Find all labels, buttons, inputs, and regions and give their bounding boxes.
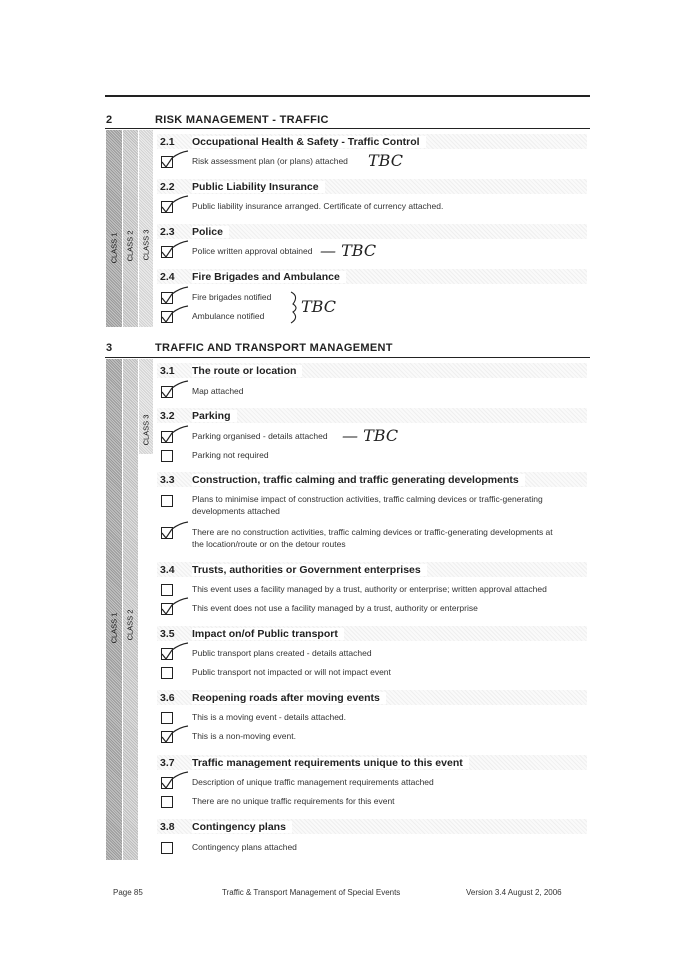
handwritten-note: TBC [368,151,403,170]
top-rule [105,95,590,97]
item-label-line2: the location/route or on the detour routes [192,539,346,549]
item-label: Fire brigades notified [192,292,272,302]
check-mark-icon [158,193,190,217]
item-label: Public transport not impacted or will not impact event [192,667,391,677]
checkbox[interactable] [161,796,173,808]
question-title: Trusts, authorities or Government enterprises [192,564,427,576]
class-3-bar [139,130,153,327]
item-label: Public transport plans created - details attached [192,648,372,658]
item-label: Public liability insurance arranged. Certificate of currency attached. [192,201,444,211]
question-title: Traffic management requirements unique to this event [192,757,469,769]
question-title: Contingency plans [192,821,292,833]
check-mark-icon [158,640,190,664]
item-label: This is a non-moving event. [192,731,296,741]
check-mark-icon [158,423,190,447]
question-number: 3.8 [160,821,175,833]
question-number: 3.2 [160,410,175,422]
check-mark-icon [158,769,190,793]
item-label-line2: developments attached [192,506,280,516]
class-2-label: CLASS 2 [125,230,135,262]
item-label: Risk assessment plan (or plans) attached [192,156,348,166]
question-number: 3.3 [160,474,175,486]
class-1-label: CLASS 1 [109,612,119,644]
section-rule [105,128,590,129]
checkbox[interactable] [161,667,173,679]
section-rule [105,357,590,358]
question-title: Construction, traffic calming and traffic generating developments [192,474,525,486]
item-label: Map attached [192,386,244,396]
item-label: Police written approval obtained [192,246,313,256]
item-label: Parking organised - details attached [192,431,328,441]
check-mark-icon [158,148,190,172]
question-number: 3.7 [160,757,175,769]
footer-version: Version 3.4 August 2, 2006 [466,888,562,897]
section-number: 2 [106,114,113,126]
checkbox[interactable] [161,842,173,854]
section-title: RISK MANAGEMENT - TRAFFIC [155,114,329,126]
check-mark-icon [158,238,190,262]
item-label: This event does not use a facility managed by a trust, authority or enterprise [192,603,478,613]
class-1-label: CLASS 1 [109,232,119,264]
item-label: Description of unique traffic management requirements attached [192,777,434,787]
question-title: Parking [192,410,237,422]
item-label: Plans to minimise impact of construction activities, traffic calming devices or traffic-generating [192,494,543,504]
item-label: Contingency plans attached [192,842,297,852]
question-number: 3.5 [160,628,175,640]
class-3-label: CLASS 3 [141,414,151,446]
question-number: 2.4 [160,271,175,283]
item-label: Parking not required [192,450,269,460]
class-3-label: CLASS 3 [141,229,151,261]
check-mark-icon [158,378,190,402]
footer-title: Traffic & Transport Management of Special Events [222,888,401,897]
question-number: 3.6 [160,692,175,704]
checkbox[interactable] [161,495,173,507]
question-number: 2.1 [160,136,175,148]
class-2-label: CLASS 2 [125,609,135,641]
question-title: Police [192,226,229,238]
question-title: Reopening roads after moving events [192,692,386,704]
handwritten-note: — TBC [320,241,377,260]
class-1-bar [106,359,122,860]
item-label: Ambulance notified [192,311,265,321]
question-number: 2.3 [160,226,175,238]
footer-page: Page 85 [113,888,143,897]
check-mark-icon [158,519,190,543]
question-title: Impact on/of Public transport [192,628,344,640]
item-label: This is a moving event - details attached. [192,712,347,722]
handwritten-note: — TBC [342,426,399,445]
question-number: 3.4 [160,564,175,576]
check-mark-icon [158,303,190,327]
question-title: Occupational Health & Safety - Traffic Control [192,136,426,148]
item-label: This event uses a facility managed by a trust, authority or enterprise; written approval attached [192,584,547,594]
class-1-bar [106,130,122,327]
section-number: 3 [106,342,113,354]
handwritten-note: TBC [301,297,336,316]
question-number: 3.1 [160,365,175,377]
question-title: Public Liability Insurance [192,181,325,193]
section-title: TRAFFIC AND TRANSPORT MANAGEMENT [155,342,393,354]
item-label: There are no construction activities, traffic calming devices or traffic-generating developments at [192,527,553,537]
check-mark-icon [158,595,190,619]
question-title: Fire Brigades and Ambulance [192,271,346,283]
item-label: There are no unique traffic requirements for this event [192,796,395,806]
question-number: 2.2 [160,181,175,193]
question-title: The route or location [192,365,302,377]
checkbox[interactable] [161,450,173,462]
class-2-bar [123,130,138,327]
check-mark-icon [158,723,190,747]
